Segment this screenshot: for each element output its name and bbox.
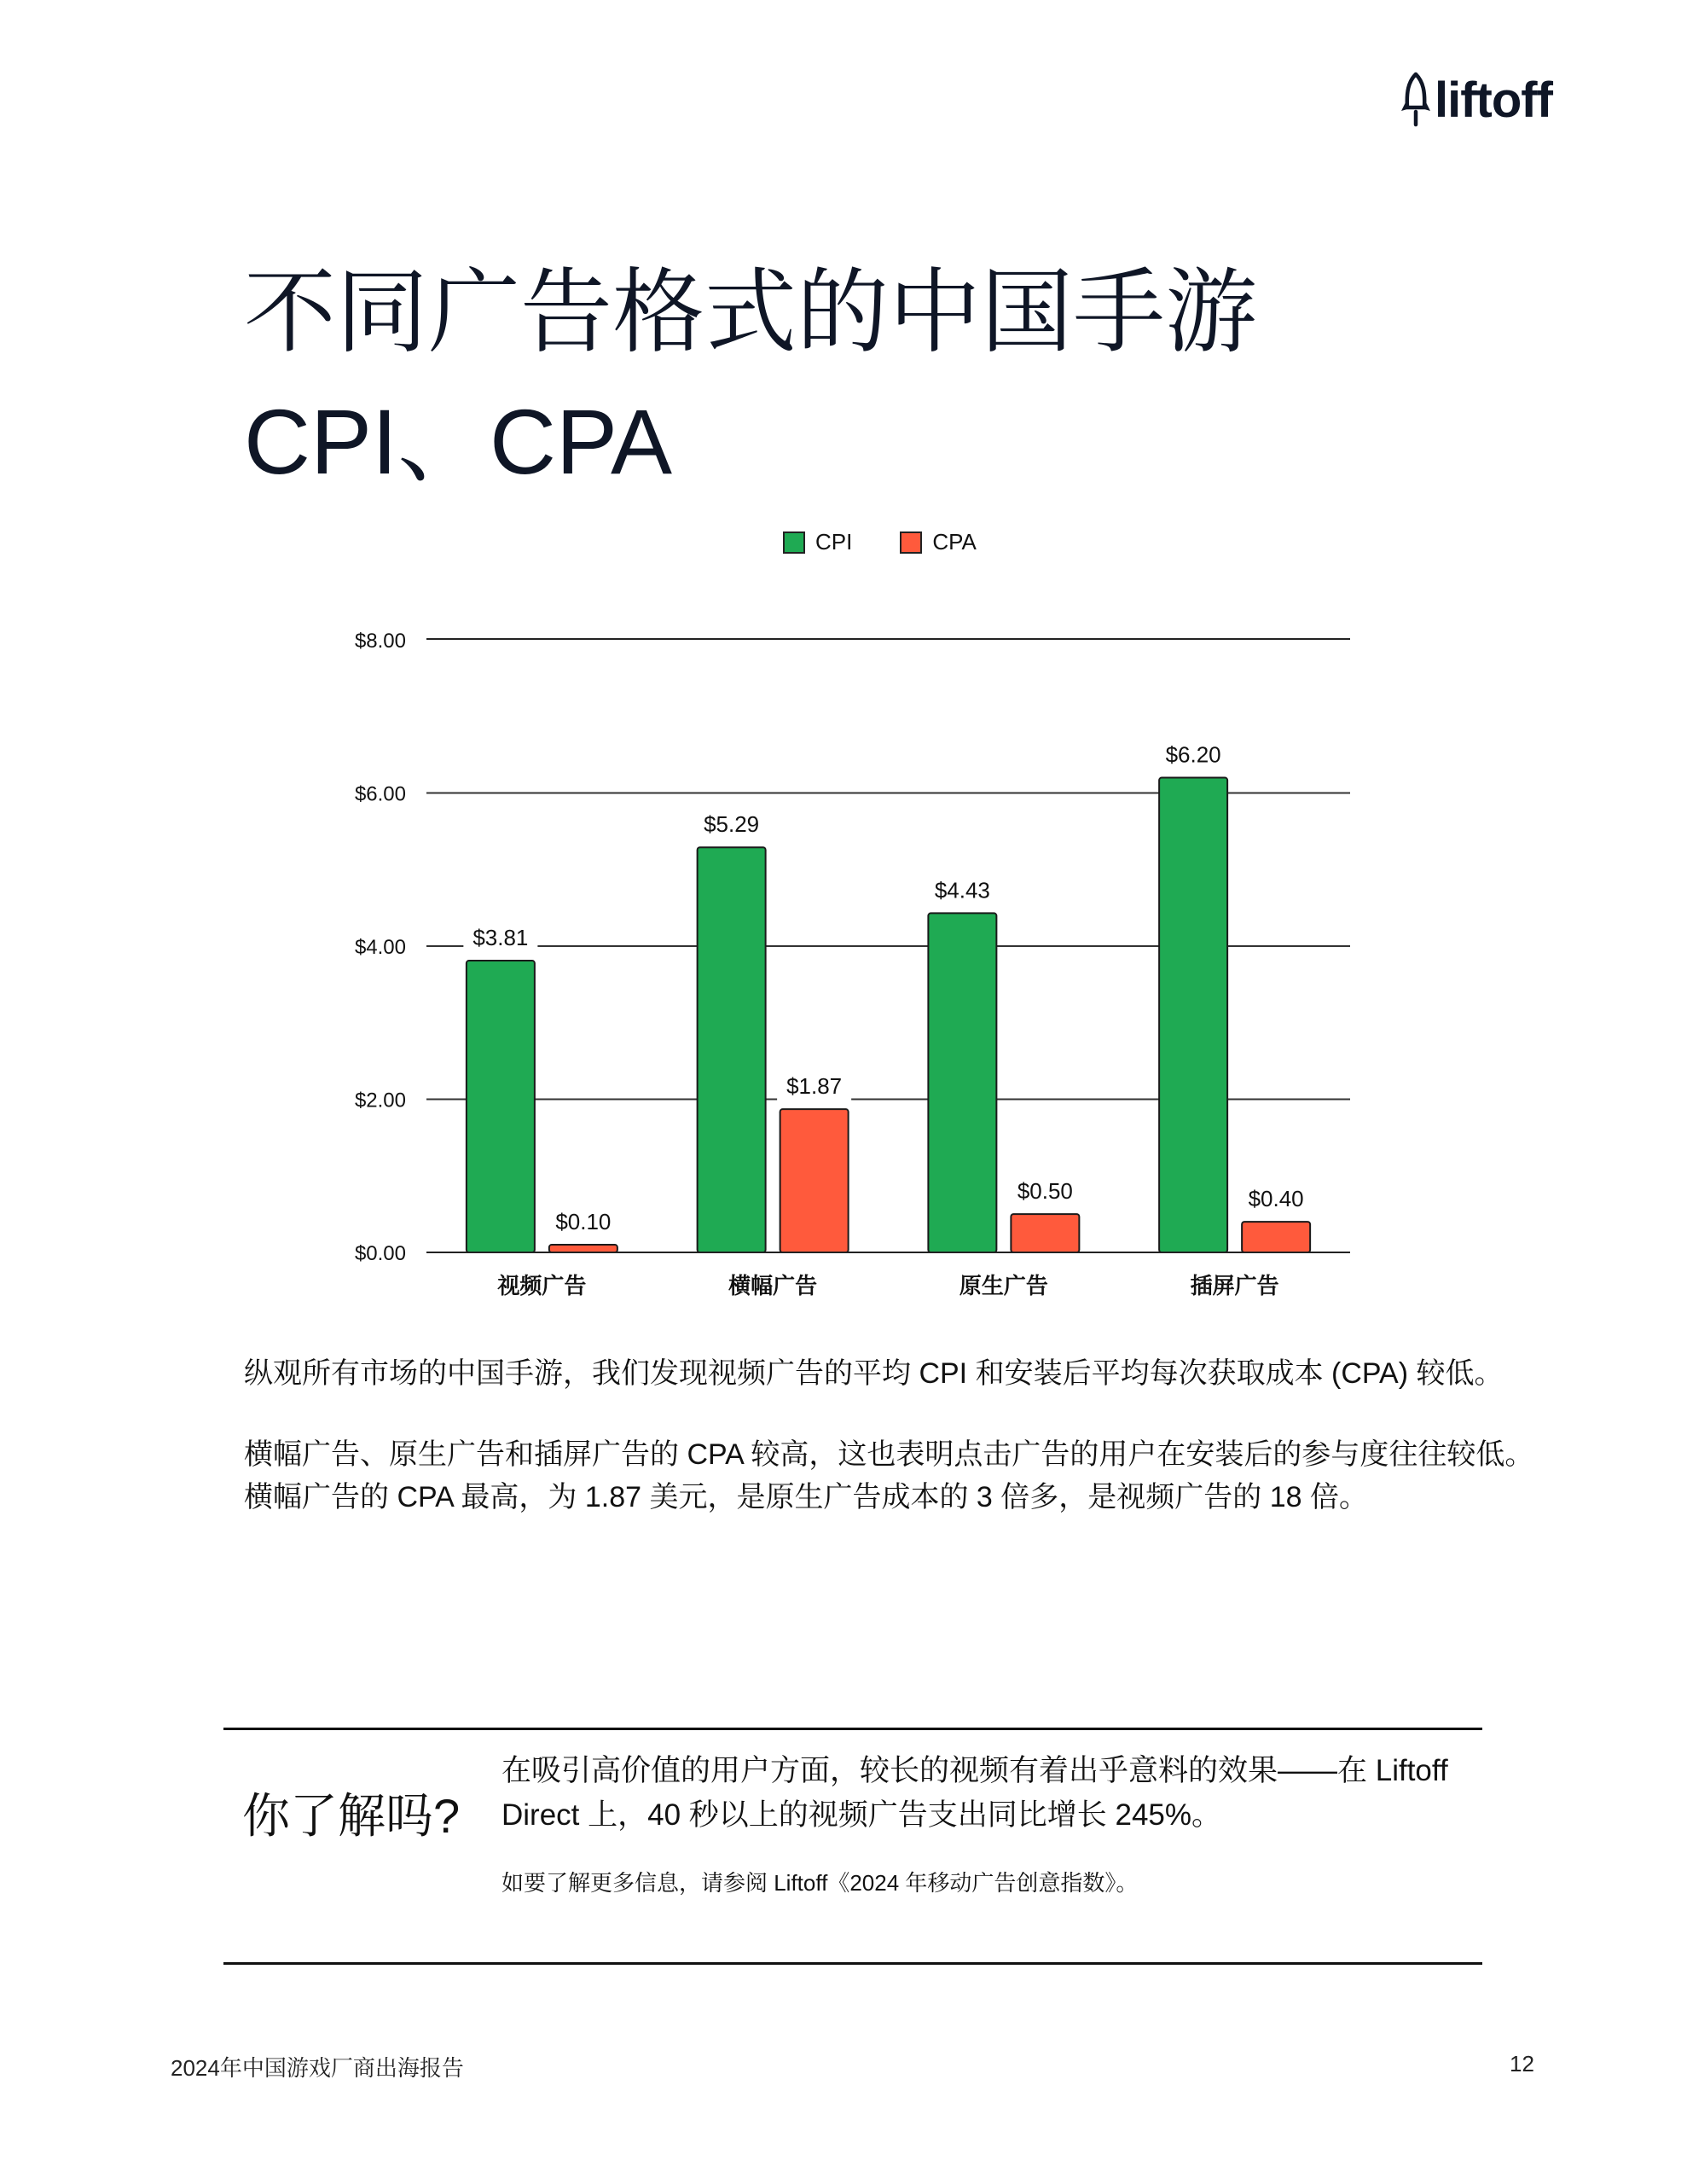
bar-cpi (467, 961, 535, 1252)
data-label: $3.81 (472, 925, 529, 951)
y-tick-label: $0.00 (354, 1242, 406, 1265)
bar-cpi (1159, 778, 1227, 1252)
title-line-2: CPI、CPA (244, 390, 673, 493)
x-tick-label: 视频广告 (497, 1273, 587, 1298)
data-label: $4.43 (934, 877, 990, 903)
x-tick-label: 插屏广告 (1190, 1273, 1279, 1298)
bar-cpi (698, 847, 766, 1252)
y-tick-label: $4.00 (354, 936, 406, 959)
title-line-1: 不同广告格式的中国手游 (244, 260, 1258, 363)
data-label: $6.20 (1165, 741, 1221, 768)
brand-name: liftoff (1435, 72, 1552, 128)
data-label: $5.29 (704, 811, 760, 838)
footer-report-title: 2024年中国游戏厂商出海报告 (171, 2055, 464, 2081)
divider-top (223, 1728, 1482, 1730)
footer-page-number: 12 (1510, 2051, 1534, 2077)
did-you-know-note: 如要了解更多信息，请参阅 Liftoff《2024 年移动广告创意指数》。 (501, 1870, 1139, 1896)
data-label: $1.87 (786, 1073, 843, 1100)
bar-cpa (1011, 1214, 1079, 1252)
legend-label-cpi: CPI (815, 529, 853, 555)
bar-cpa (549, 1245, 617, 1252)
bar-cpi (928, 913, 996, 1252)
bar-cpa (1242, 1222, 1310, 1252)
y-tick-label: $6.00 (354, 782, 406, 806)
data-label: $0.40 (1248, 1186, 1304, 1212)
y-tick-label: $2.00 (354, 1089, 406, 1112)
body-paragraph-2: 横幅广告、原生广告和插屏广告的 CPA 较高，这也表明点击广告的用户在安装后的参与度往往较低。横幅广告的 CPA 最高，为 1.87 美元，是原生广告成本的 3 倍多，是视频广告的 18 倍。 (244, 1438, 1534, 1513)
y-tick-label: $8.00 (354, 630, 406, 653)
data-label: $0.50 (1017, 1178, 1073, 1205)
x-tick-label: 横幅广告 (728, 1273, 818, 1298)
did-you-know-text: 在吸引高价值的用户方面，较长的视频有着出乎意料的效果——在 Liftoff Direct 上，40 秒以上的视频广告支出同比增长 245%。 (501, 1754, 1448, 1832)
x-tick-label: 原生广告 (959, 1273, 1048, 1298)
divider-bottom (223, 1962, 1482, 1965)
legend-label-cpa: CPA (932, 529, 977, 555)
bar-cpa (780, 1109, 849, 1252)
body-paragraph-1: 纵观所有市场的中国手游，我们发现视频广告的平均 CPI 和安装后平均每次获取成本 (CPA) 较低。 (244, 1357, 1504, 1390)
data-label: $0.10 (555, 1209, 612, 1235)
did-you-know-heading: 你了解吗? (242, 1789, 461, 1843)
